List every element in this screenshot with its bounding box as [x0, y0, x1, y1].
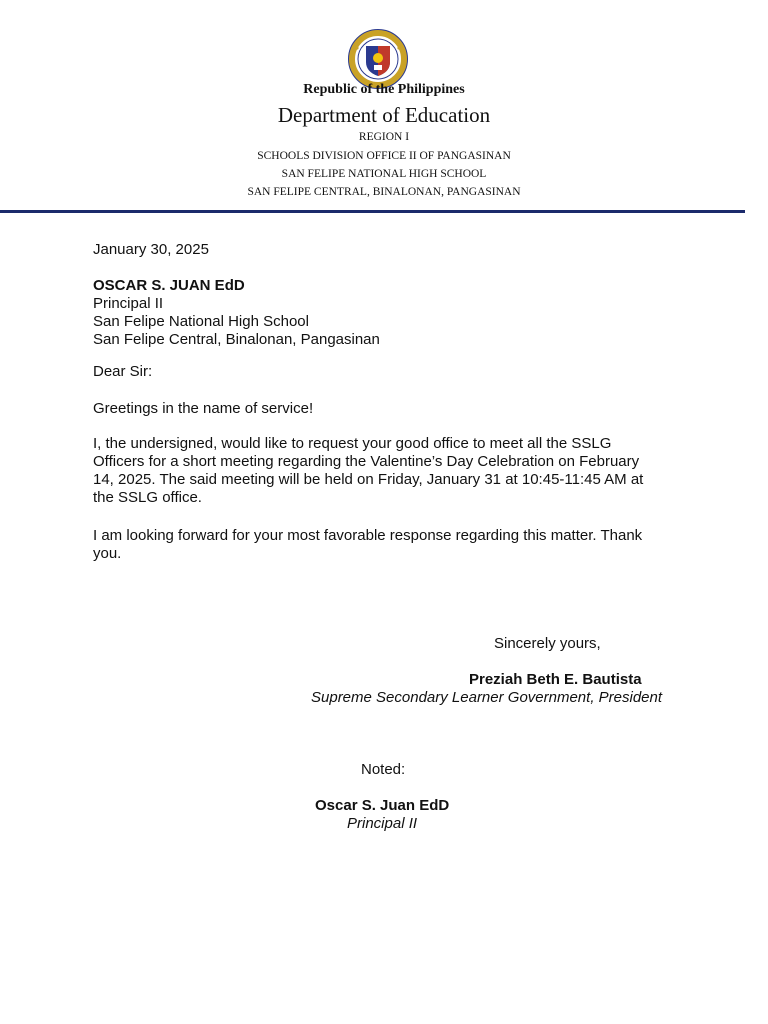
sender-name: Preziah Beth E. Bautista — [469, 671, 642, 688]
noted-label: Noted: — [361, 761, 406, 778]
department-heading: Department of Education — [277, 103, 491, 127]
body-paragraph — [93, 435, 673, 507]
noted-name: Oscar S. Juan EdD — [315, 797, 450, 814]
closing-line: I am looking forward for your most favorable response regarding this matter. Thank — [93, 527, 643, 544]
recipient-school: San Felipe National High School — [93, 313, 309, 330]
division-line: SCHOOLS DIVISION OFFICE II OF PANGASINAN — [257, 150, 511, 162]
body-line: 14, 2025. The said meeting will be held on Friday, January 31 at 10:45-11:45 AM at — [93, 471, 644, 488]
salutation: Dear Sir: — [93, 363, 153, 380]
body-line: I, the undersigned, would like to request your good office to meet all the SSLG — [93, 435, 612, 452]
recipient-address: San Felipe Central, Binalonan, Pangasinan — [93, 331, 380, 348]
body-line: Officers for a short meeting regarding the Valentine’s Day Celebration on February — [93, 453, 640, 470]
recipient-title: Principal II — [93, 295, 164, 312]
closing-line: you. — [93, 545, 122, 562]
header-divider — [0, 210, 745, 213]
address-line: SAN FELIPE CENTRAL, BINALONAN, PANGASINAN — [247, 186, 521, 198]
recipient-name: OSCAR S. JUAN EdD — [93, 277, 245, 294]
sender-title: Supreme Secondary Learner Government, President — [311, 689, 663, 706]
region-line: REGION I — [358, 131, 410, 143]
greeting: Greetings in the name of service! — [93, 400, 314, 417]
noted-title: Principal II — [347, 815, 418, 832]
deped-seal-logo — [345, 28, 411, 90]
letter-date: January 30, 2025 — [93, 241, 209, 258]
body-line: the SSLG office. — [93, 489, 202, 506]
school-line: SAN FELIPE NATIONAL HIGH SCHOOL — [281, 168, 487, 180]
closing-paragraph — [93, 527, 673, 563]
republic-heading: Republic of the Philippines — [303, 82, 465, 97]
sign-off: Sincerely yours, — [494, 635, 601, 652]
